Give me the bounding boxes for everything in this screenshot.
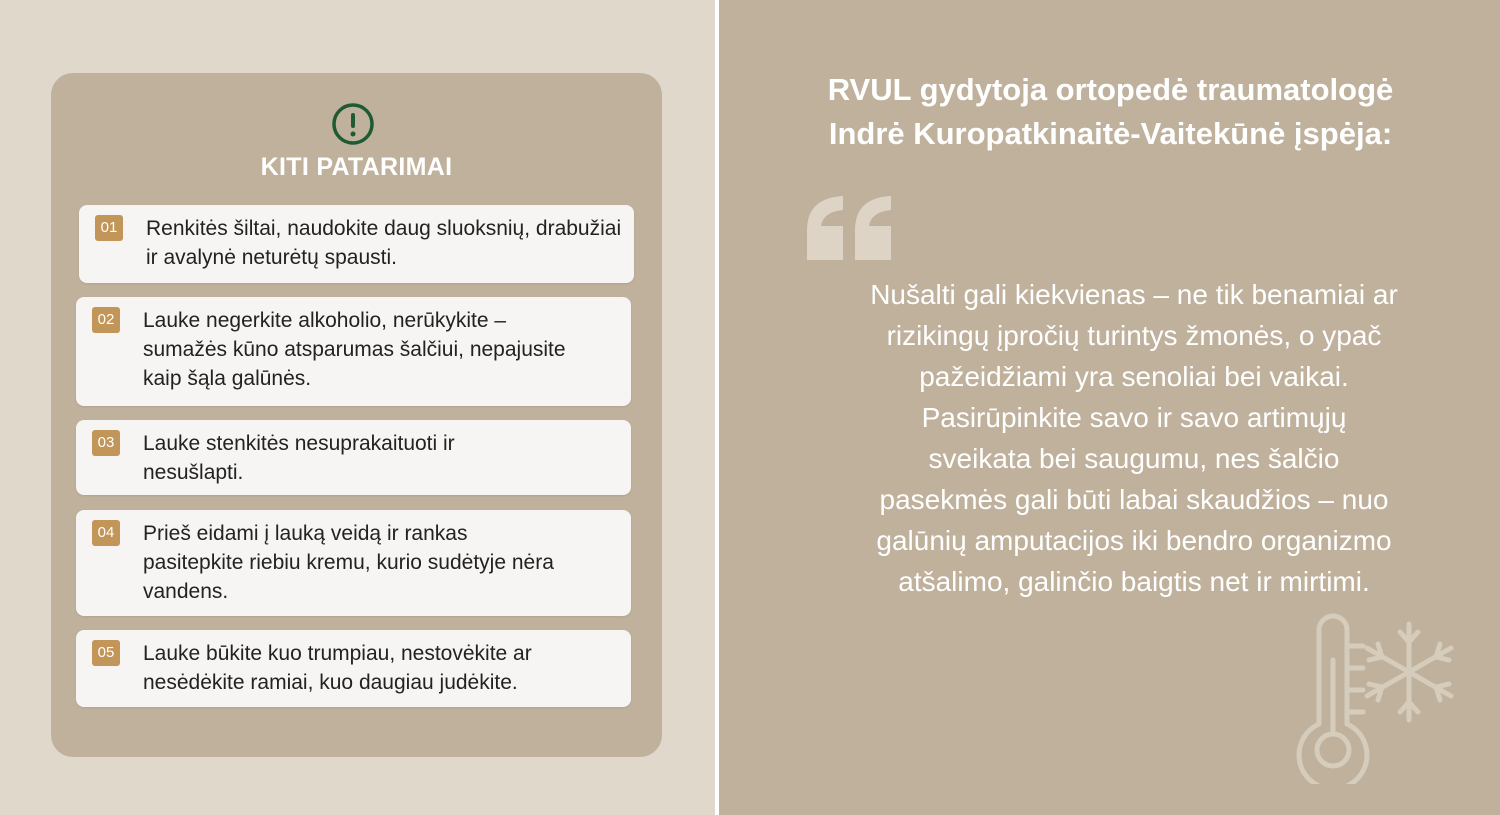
doctor-heading	[749, 68, 1472, 156]
tip-text: Prieš eidami į lauką veidą ir rankas pasitepkite riebiu kremu, kurio sudėtyje nėra vandens.	[143, 522, 554, 603]
quote-line: galūnių amputacijos iki bendro organizmo	[876, 525, 1392, 556]
quote-line: rizikingų įpročių turintys žmonės, o ypač	[886, 320, 1382, 351]
quote-marks-icon	[799, 194, 899, 264]
tip-item-04	[76, 510, 631, 616]
tip-number: 04	[92, 520, 120, 546]
tip-text: Lauke būkite kuo trumpiau, nestovėkite ar nesėdėkite ramiai, kuo daugiau judėkite.	[143, 642, 532, 694]
quote-line: Nušalti gali kiekvienas – ne tik benamiai ar	[870, 279, 1398, 310]
tip-text: Lauke stenkitės nesuprakaituoti ir nesušlapti.	[143, 432, 455, 484]
tip-item-05	[76, 630, 631, 707]
quote-line: Pasirūpinkite savo ir savo artimųjų	[921, 402, 1347, 433]
quote-line: pasekmės gali būti labai skaudžios – nuo	[879, 484, 1389, 515]
warning-quote	[809, 274, 1459, 602]
heading-line-1: RVUL gydytoja ortopedė traumatologė	[827, 72, 1394, 107]
right-panel	[719, 0, 1500, 815]
tip-item-02	[76, 297, 631, 406]
tip-number: 02	[92, 307, 120, 333]
tip-item-01	[79, 205, 634, 283]
tip-text: Lauke negerkite alkoholio, nerūkykite – sumažės kūno atsparumas šalčiui, nepajusite kaip šąla galūnės.	[143, 309, 566, 390]
exclamation-circle-icon	[331, 102, 375, 146]
card-title: KITI PATARIMAI	[260, 153, 453, 181]
tip-number: 05	[92, 640, 120, 666]
tip-text: Renkitės šiltai, naudokite daug sluoksnių, drabužiai ir avalynė neturėtų spausti.	[146, 217, 622, 269]
tip-number: 01	[95, 215, 123, 241]
tips-card	[51, 73, 662, 757]
thermometer-snowflake-icon	[1291, 612, 1461, 784]
quote-line: atšalimo, galinčio baigtis net ir mirtimi.	[898, 566, 1370, 597]
tip-number: 03	[92, 430, 120, 456]
quote-line: sveikata bei saugumu, nes šalčio	[928, 443, 1340, 474]
left-panel	[0, 0, 715, 815]
quote-line: pažeidžiami yra senoliai bei vaikai.	[919, 361, 1349, 392]
heading-line-2: Indrė Kuropatkinaitė-Vaitekūnė įspėja:	[828, 116, 1393, 151]
tip-item-03	[76, 420, 631, 495]
